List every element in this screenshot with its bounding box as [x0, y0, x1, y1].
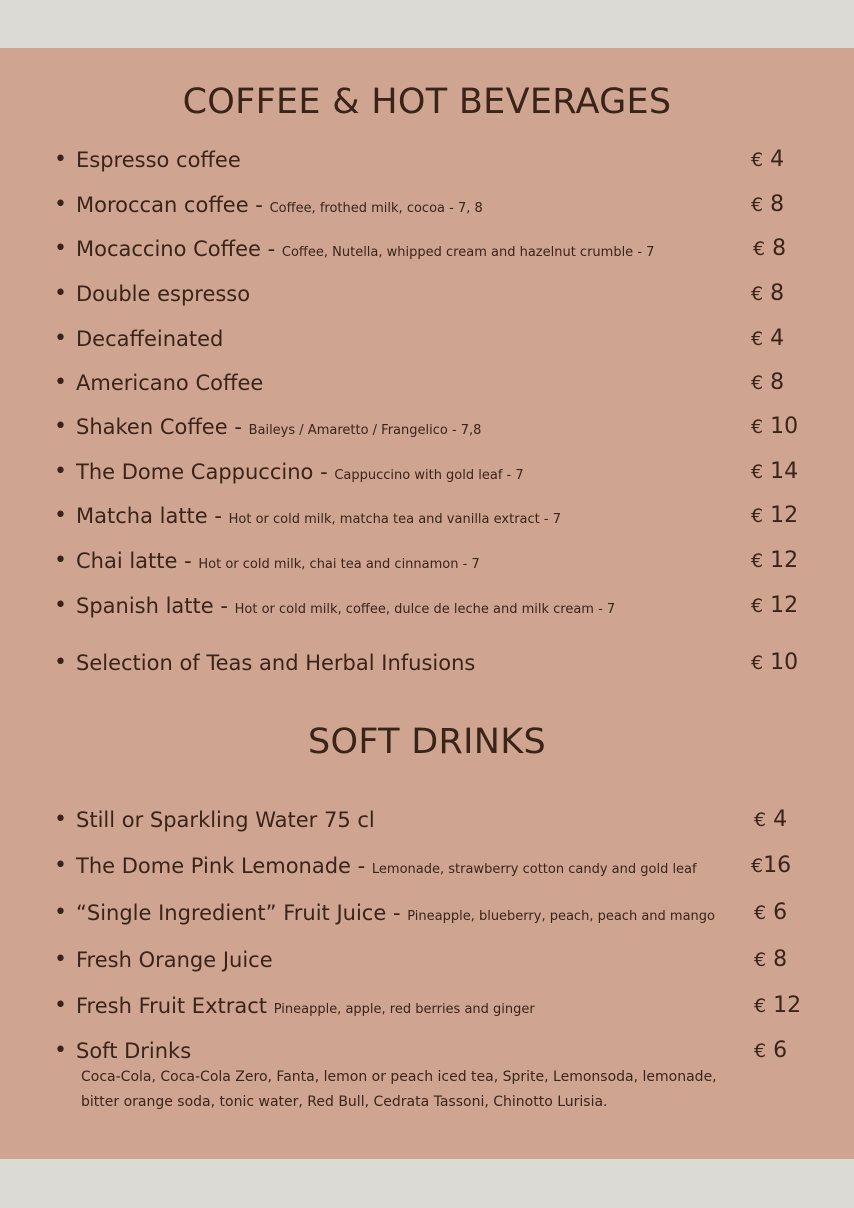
- item-name: Soft Drinks: [76, 1039, 192, 1063]
- menu-item: [54, 648, 814, 678]
- item-price: € 10: [751, 650, 799, 675]
- bullet: •: [54, 1038, 67, 1063]
- menu-item: [54, 546, 814, 576]
- item-description: Lemonade, strawberry cotton candy and gold leaf: [371, 862, 697, 877]
- menu-item: [54, 1036, 814, 1066]
- item-description: Hot or cold milk, matcha tea and vanilla extract - 7: [228, 512, 561, 527]
- item-price: € 8: [753, 236, 787, 261]
- item-description: Baileys / Amaretto / Frangelico - 7,8: [248, 423, 482, 438]
- item-price: € 4: [754, 807, 788, 832]
- item-description: Cappuccino with gold leaf - 7: [334, 468, 524, 483]
- menu-item: [54, 279, 814, 309]
- bullet: •: [54, 414, 67, 439]
- menu-item: [54, 945, 814, 975]
- item-name: Espresso coffee: [76, 148, 241, 172]
- item-name: Moroccan coffee -: [76, 193, 270, 217]
- item-name: Selection of Teas and Herbal Infusions: [76, 651, 476, 675]
- bullet: •: [54, 503, 67, 528]
- menu-item: [54, 190, 814, 220]
- item-price: € 6: [754, 900, 788, 925]
- item-name: Fresh Orange Juice: [76, 948, 273, 972]
- bullet: •: [54, 236, 67, 261]
- item-name: Matcha latte -: [76, 504, 229, 528]
- item-price: € 14: [751, 459, 799, 484]
- bullet: •: [54, 900, 67, 925]
- item-name: Double espresso: [76, 282, 251, 306]
- menu-item: [54, 412, 814, 442]
- menu-item: [54, 324, 814, 354]
- bullet: •: [54, 548, 67, 573]
- bullet: •: [54, 147, 67, 172]
- menu-item: [54, 805, 814, 835]
- item-description: Coffee, frothed milk, cocoa - 7, 8: [269, 201, 483, 216]
- coffee-section-title: COFFEE & HOT BEVERAGES: [182, 82, 672, 122]
- item-name: Decaffeinated: [76, 327, 224, 351]
- item-description: Hot or cold milk, coffee, dulce de leche and milk cream - 7: [234, 602, 616, 617]
- item-name: Mocaccino Coffee -: [76, 237, 282, 261]
- item-name: Americano Coffee: [76, 371, 264, 395]
- item-price: € 12: [751, 503, 799, 528]
- bullet: •: [54, 807, 67, 832]
- item-name: Spanish latte -: [76, 594, 235, 618]
- item-price: € 8: [751, 192, 785, 217]
- menu-item: [54, 368, 814, 398]
- menu-item: [54, 501, 814, 531]
- soft-drinks-list-line: Coca-Cola, Coca-Cola Zero, Fanta, lemon or peach iced tea, Sprite, Lemonsoda, lemonade,: [81, 1069, 717, 1085]
- item-description: Coffee, Nutella, whipped cream and hazelnut crumble - 7: [281, 245, 655, 260]
- item-name: Fresh Fruit Extract: [76, 994, 274, 1018]
- menu-item: [54, 145, 814, 175]
- item-price: € 12: [751, 548, 799, 573]
- bullet: •: [54, 370, 67, 395]
- bullet: •: [54, 650, 67, 675]
- item-name: The Dome Cappuccino -: [76, 460, 335, 484]
- bullet: •: [54, 853, 67, 878]
- bullet: •: [54, 192, 67, 217]
- menu-item: [54, 234, 814, 264]
- item-price: € 12: [751, 593, 799, 618]
- soft-drinks-list-line: bitter orange soda, tonic water, Red Bull, Cedrata Tassoni, Chinotto Lurisia.: [81, 1094, 608, 1110]
- item-name: The Dome Pink Lemonade -: [76, 854, 372, 878]
- item-price: € 8: [751, 370, 785, 395]
- item-description: Pineapple, apple, red berries and ginger: [273, 1002, 535, 1017]
- item-price: € 8: [751, 281, 785, 306]
- menu-page: [0, 48, 854, 1159]
- item-description: Pineapple, blueberry, peach, peach and mango: [407, 909, 715, 924]
- item-name: Still or Sparkling Water 75 cl: [76, 808, 375, 832]
- bullet: •: [54, 947, 67, 972]
- bullet: •: [54, 993, 67, 1018]
- item-price: € 12: [754, 993, 802, 1018]
- bullet: •: [54, 326, 67, 351]
- item-description: Hot or cold milk, chai tea and cinnamon - 7: [198, 557, 480, 572]
- item-price: € 6: [754, 1038, 788, 1063]
- bullet: •: [54, 459, 67, 484]
- item-price: € 8: [754, 947, 788, 972]
- menu-item: [54, 457, 814, 487]
- menu-item: [54, 898, 814, 928]
- menu-item: [54, 991, 814, 1021]
- item-price: € 4: [751, 147, 785, 172]
- soft-drinks-section-title: SOFT DRINKS: [307, 722, 547, 762]
- item-name: “Single Ingredient” Fruit Juice -: [76, 901, 408, 925]
- bullet: •: [54, 281, 67, 306]
- item-name: Chai latte -: [76, 549, 199, 573]
- item-price: € 10: [751, 414, 799, 439]
- menu-item: [54, 851, 814, 881]
- bullet: •: [54, 593, 67, 618]
- item-price: €16: [751, 853, 792, 878]
- item-name: Shaken Coffee -: [76, 415, 249, 439]
- item-price: € 4: [751, 326, 785, 351]
- menu-item: [54, 591, 814, 621]
